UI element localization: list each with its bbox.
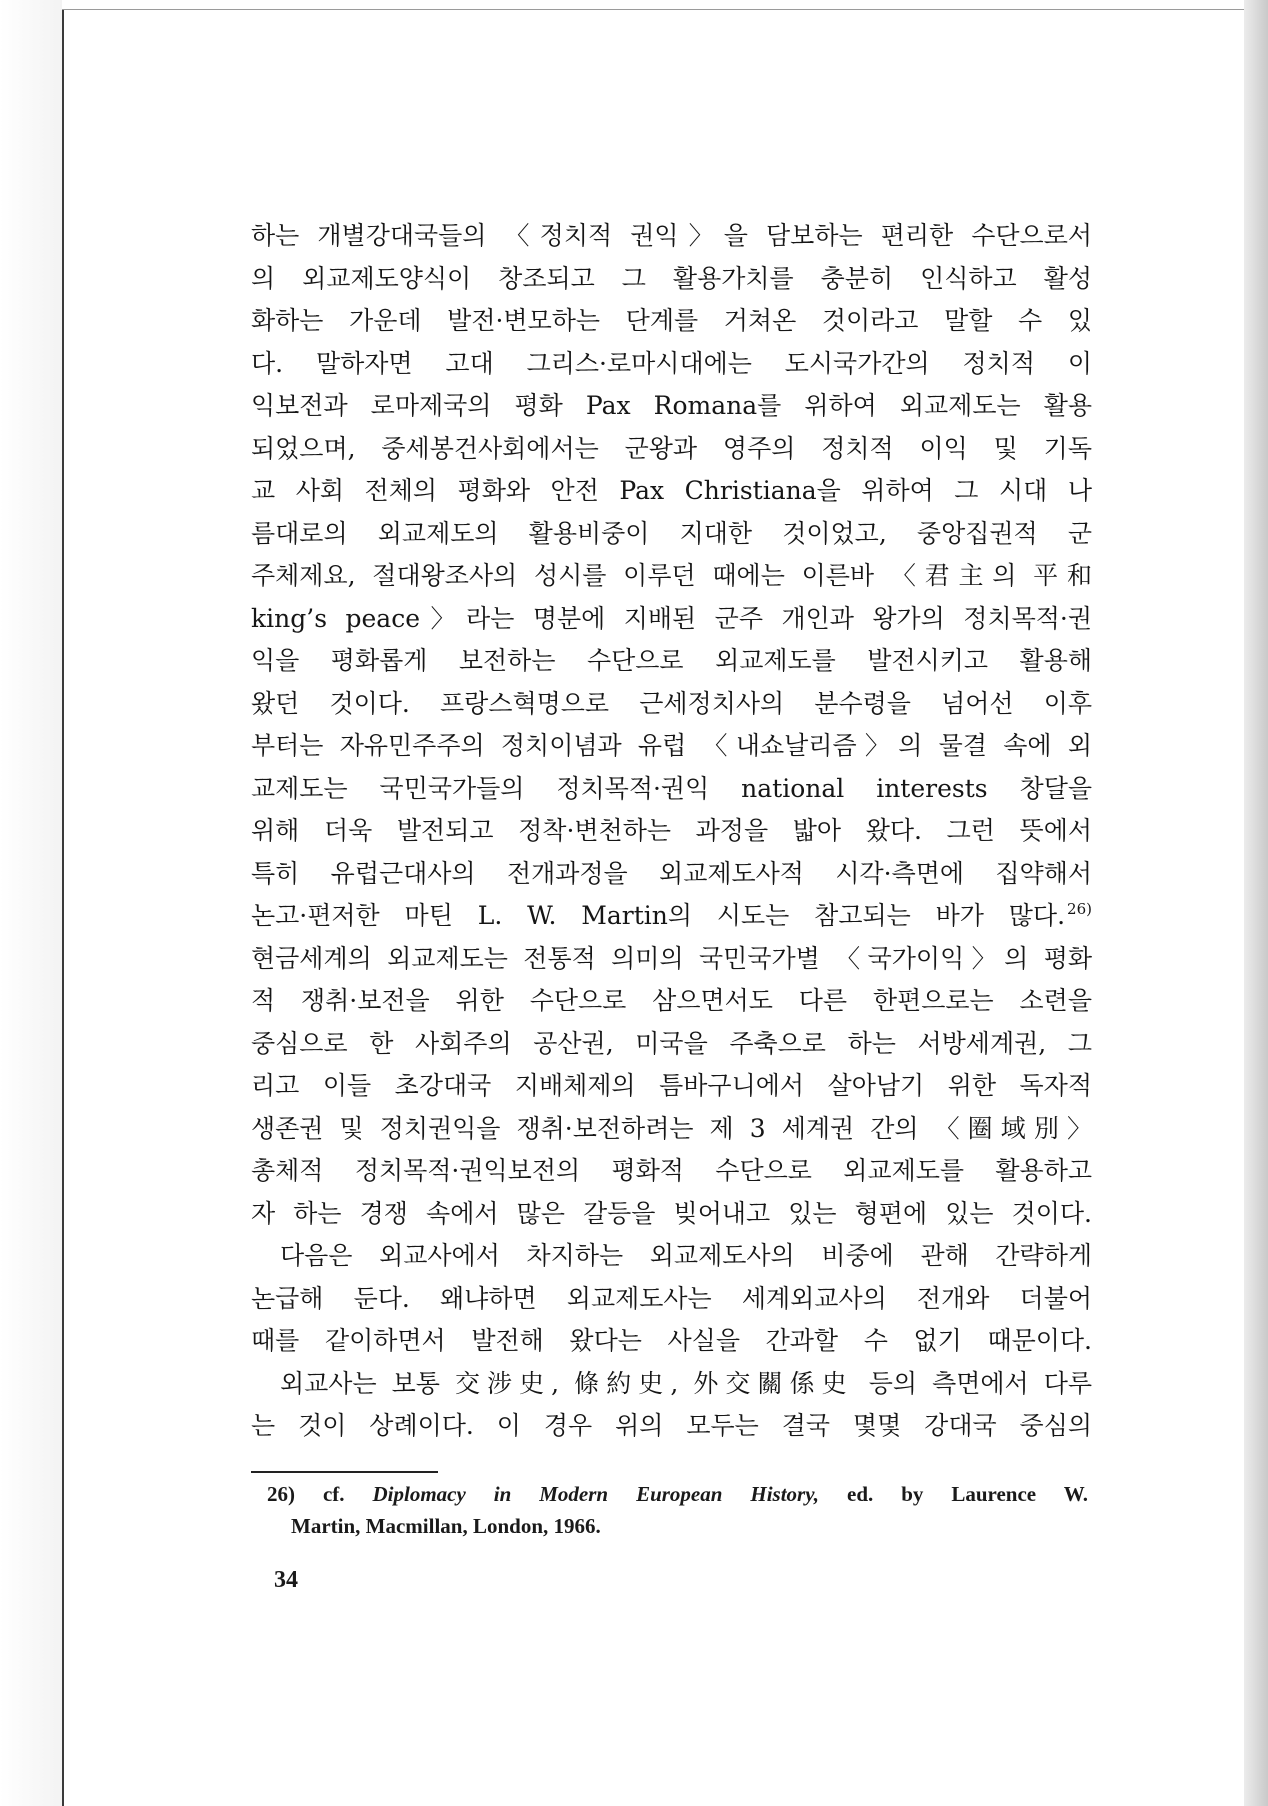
text-line: 논급해 둔다. 왜냐하면 외교제도사는 세계외교사의 전개와 더불어 (251, 1283, 1092, 1313)
text-line: king’s peace〉라는 명분에 지배된 군주 개인과 왕가의 정치목적·권 (251, 603, 1092, 633)
footnote-line (267, 1478, 1088, 1510)
text-line: 익보전과 로마제국의 평화 Pax Romana를 위하여 외교제도는 활용 (251, 391, 1092, 420)
body-text (251, 215, 1092, 1448)
text-line: 위해 더욱 발전되고 정착·변천하는 과정을 밟아 왔다. 그런 뜻에서 (251, 816, 1092, 845)
footnote-book-title: Diplomacy in Modern European History, (372, 1482, 820, 1506)
text-line: 적 쟁취·보전을 위한 수단으로 삼으면서도 다른 한편으로는 소련을 (251, 986, 1092, 1015)
footnote-number: 26) (267, 1482, 295, 1506)
text-line: 부터는 자유민주주의 정치이념과 유럽 〈내쇼날리즘〉의 물결 속에 외 (251, 731, 1092, 760)
text-line: 자 하는 경쟁 속에서 많은 갈등을 빚어내고 있는 형편에 있는 것이다. (251, 1198, 1092, 1228)
text-line: 특히 유럽근대사의 전개과정을 외교제도사적 시각·측면에 집약해서 (251, 858, 1092, 888)
footnote (267, 1478, 1088, 1542)
text-line: 때를 같이하면서 발전해 왔다는 사실을 간과할 수 없기 때문이다. (251, 1326, 1092, 1355)
text-line: 현금세계의 외교제도는 전통적 의미의 국민국가별 〈국가이익〉의 평화 (251, 943, 1092, 973)
paragraph-first-line: 다음은 외교사에서 차지하는 외교제도사의 비중에 관해 간략하게 (280, 1241, 1092, 1270)
text-line: 다. 말하자면 고대 그리스·로마시대에는 도시국가간의 정치적 이 (251, 348, 1092, 378)
page-number: 34 (274, 1567, 298, 1593)
text-line: 익을 평화롭게 보전하는 수단으로 외교제도를 발전시키고 활용해 (251, 646, 1092, 675)
text-line: 리고 이들 초강대국 지배체제의 틈바구니에서 살아남기 위한 독자적 (251, 1071, 1092, 1100)
text-line: 화하는 가운데 발전·변모하는 단계를 거쳐온 것이라고 말할 수 있 (251, 306, 1092, 335)
text-line: 하는 개별강대국들의 〈정치적 권익〉을 담보하는 편리한 수단으로서 (251, 221, 1092, 250)
text-line: 논고·편저한 마틴 L. W. Martin의 시도는 참고되는 바가 많다. (251, 901, 1066, 930)
paragraph-first-line: 외교사는 보통 交涉史, 條約史, 外交關係史 등의 측면에서 다루 (280, 1368, 1092, 1398)
footnote-publication: Martin, Macmillan, London, 1966. (291, 1514, 601, 1538)
text-line: 되었으며, 중세봉건사회에서는 군왕과 영주의 정치적 이익 및 기독 (251, 433, 1092, 463)
text-line: 는 것이 상례이다. 이 경우 위의 모두는 결국 몇몇 강대국 중심의 (251, 1411, 1092, 1440)
text-line: 의 외교제도양식이 창조되고 그 활용가치를 충분히 인식하고 활성 (251, 263, 1092, 293)
text-line: 교 사회 전체의 평화와 안전 Pax Christiana을 위하여 그 시대 나 (251, 476, 1092, 505)
text-line: 중심으로 한 사회주의 공산권, 미국을 주축으로 하는 서방세계권, 그 (251, 1028, 1092, 1058)
text-line: 름대로의 외교제도의 활용비중이 지대한 것이었고, 중앙집권적 군 (251, 518, 1092, 548)
page-edge-top (62, 9, 1244, 10)
footnote-prefix: cf. (322, 1482, 345, 1506)
text-line: 주체제요, 절대왕조사의 성시를 이루던 때에는 이른바 〈君主의 平和 (251, 561, 1092, 590)
footnote-editor: ed. by Laurence W. (847, 1482, 1088, 1506)
scan-shadow-right (1244, 0, 1268, 1806)
text-line-with-footnote-ref (251, 895, 1092, 938)
footnote-reference: 26) (1067, 900, 1092, 918)
text-line: 왔던 것이다. 프랑스혁명으로 근세정치사의 분수령을 넘어선 이후 (251, 688, 1092, 718)
footnote-rule (251, 1471, 438, 1473)
text-line: 생존권 및 정치권익을 쟁취·보전하려는 제 3 세계권 간의 〈圈域別〉 (251, 1113, 1092, 1143)
page-edge-left (62, 9, 64, 1806)
text-line: 총체적 정치목적·권익보전의 평화적 수단으로 외교제도를 활용하고 (251, 1156, 1092, 1185)
scan-margin (0, 0, 62, 1806)
text-line: 교제도는 국민국가들의 정치목적·권익 national interests 창달을 (251, 773, 1092, 803)
